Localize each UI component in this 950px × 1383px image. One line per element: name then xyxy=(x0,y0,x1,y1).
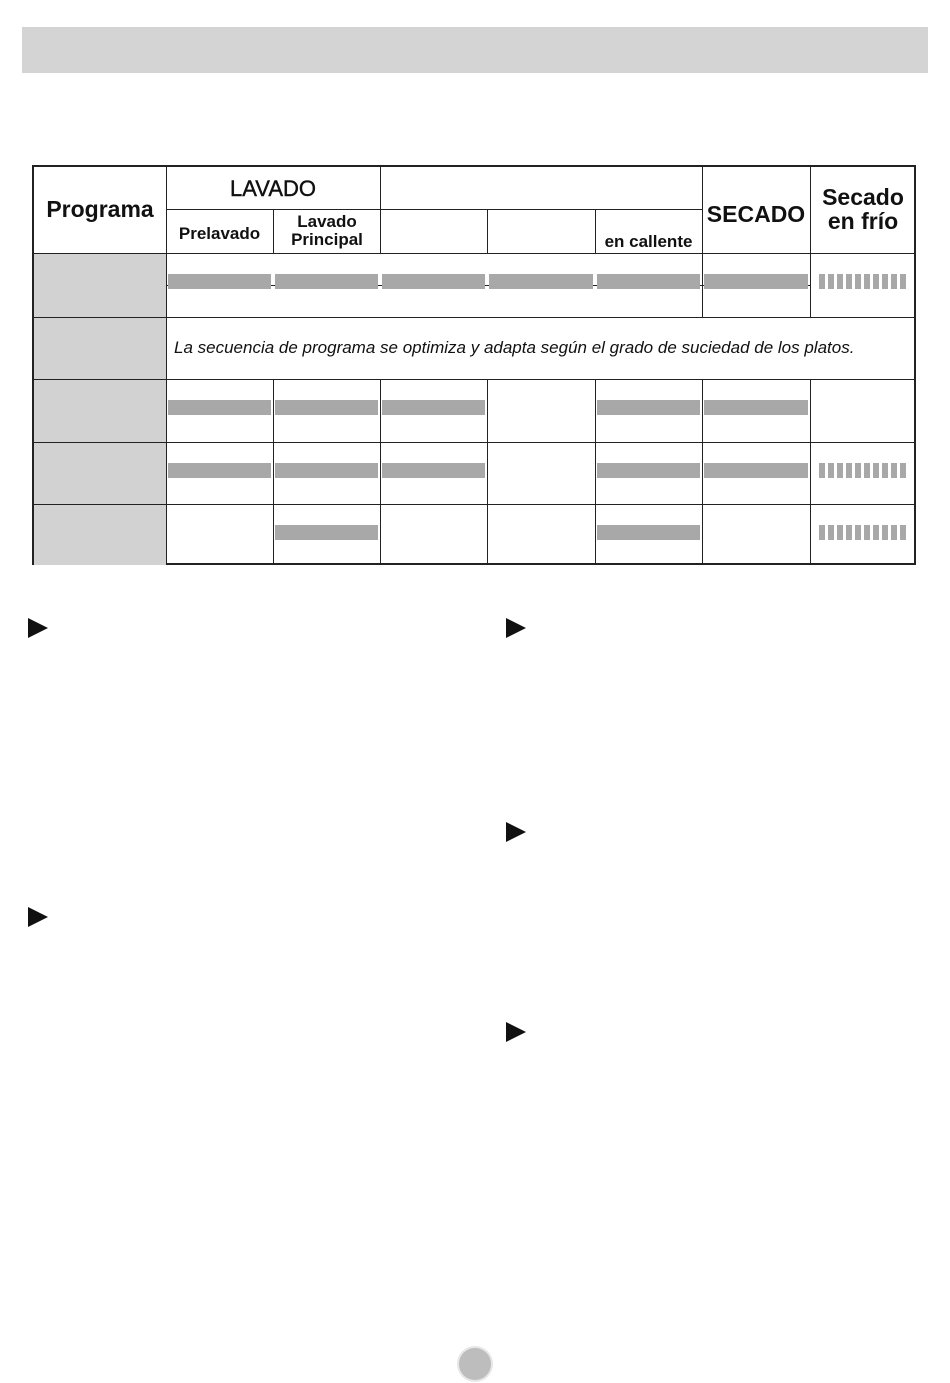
step-bar xyxy=(597,463,700,478)
header-lavado-principal-line2: Principal xyxy=(291,229,363,249)
header-secado: SECADO xyxy=(706,201,806,227)
auto-program-note: La secuencia de programa se optimiza y adapta según el grado de suciedad de los platos. xyxy=(174,338,855,357)
step-bar xyxy=(275,463,378,478)
step-bar xyxy=(168,400,271,415)
program-table xyxy=(32,165,916,565)
step-bar xyxy=(597,400,700,415)
step-bar xyxy=(275,525,378,540)
step-bar xyxy=(168,463,271,478)
arrow-right-icon xyxy=(506,618,526,638)
step-bar xyxy=(382,274,485,289)
cold-dry-dashes xyxy=(819,525,906,540)
header-bar xyxy=(22,27,928,73)
step-bar xyxy=(168,274,271,289)
step-bar xyxy=(275,400,378,415)
step-bar xyxy=(275,274,378,289)
header-lavado: LAVADO xyxy=(230,176,316,201)
arrow-right-icon xyxy=(506,822,526,842)
step-bar xyxy=(489,274,593,289)
header-lavado-principal-line1: Lavado xyxy=(297,212,357,231)
step-bar xyxy=(704,400,808,415)
header-prelavado: Prelavado xyxy=(178,224,261,243)
page-number-badge xyxy=(459,1348,491,1380)
header-secado-en-frio xyxy=(810,185,916,233)
step-bar xyxy=(597,274,700,289)
arrow-right-icon xyxy=(28,907,48,927)
arrow-right-icon xyxy=(506,1022,526,1042)
step-bar xyxy=(704,274,808,289)
cold-dry-dashes xyxy=(819,274,906,289)
step-bar xyxy=(382,400,485,415)
header-lavado-principal xyxy=(273,213,381,249)
step-bar xyxy=(597,525,700,540)
program-name-column xyxy=(34,253,166,565)
header-programa: Programa xyxy=(46,196,154,222)
header-secado-frio-line2: en frío xyxy=(827,208,899,235)
arrow-right-icon xyxy=(28,618,48,638)
cold-dry-dashes xyxy=(819,463,906,478)
header-secado-frio-line1: Secado xyxy=(822,184,904,210)
step-bar xyxy=(704,463,808,478)
step-bar xyxy=(382,463,485,478)
header-en-callente: en callente xyxy=(604,232,693,251)
